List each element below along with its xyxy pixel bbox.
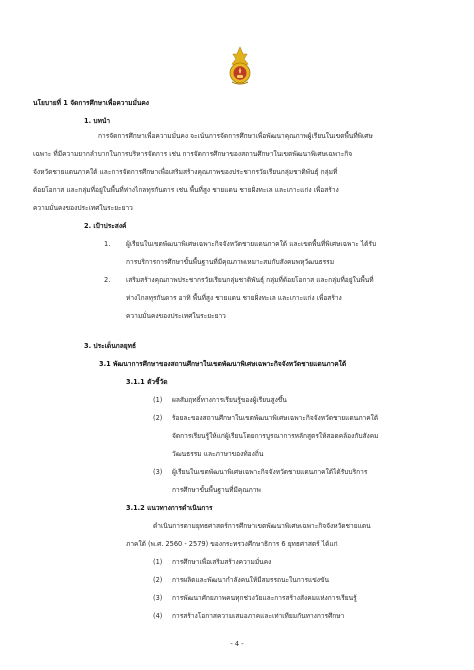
indicator-heading: 3.1.1 ตัวชี้วัด — [126, 378, 168, 386]
operation-heading: 3.1.2 แนวทางการดำเนินการ — [126, 504, 213, 512]
indicator-number: (1) — [153, 396, 163, 404]
strategy-item: การพัฒนาศักยภาพคนทุกช่วงวัยและการสร้างสังคมแห่งการเรียนรู้ — [172, 594, 357, 602]
intro-line: ด้อยโอกาส และกลุ่มที่อยู่ในพื้นที่ห่างไกลทุรกันดาร เช่น พื้นที่สูง ชายแดน ชายฝั่งทะเล และเกาะแก่ง เพื่อสร้าง — [33, 186, 339, 194]
goal-line: การบริการการศึกษาขั้นพื้นฐานที่มีคุณภาพเหมาะสมกับสังคมพหุวัฒนธรรม — [126, 258, 335, 266]
strategy-item: การสร้างโอกาสความเสมอภาคและเท่าเทียมกันทางการศึกษา — [172, 612, 345, 620]
indicator-line: ร้อยละของสถานศึกษาในเขตพัฒนาพิเศษเฉพาะกิจจังหวัดชายแดนภาคใต้ — [172, 414, 379, 422]
section-1-heading: 1. บทนำ — [84, 117, 111, 125]
intro-line: จังหวัดชายแดนภาคใต้ และการจัดการศึกษาเพื่อเสริมสร้างคุณภาพของประชากรวัยเรียนกลุ่มชาติพันธุ์ กลุ่มที่ — [33, 168, 338, 176]
strategy-item: การผลิตและพัฒนากำลังคนให้มีสมรรถนะในการแข่งขัน — [172, 576, 330, 584]
goal-line: ห่างไกลทุรกันดาร อาทิ พื้นที่สูง ชายแดน ชายฝั่งทะเล และเกาะแก่ง เพื่อสร้าง — [126, 294, 342, 302]
indicator-line: ผู้เรียนในเขตพัฒนาพิเศษเฉพาะกิจจังหวัดชายแดนภาคใต้ได้รับบริการ — [172, 468, 368, 476]
indicator-line: ผลสัมฤทธิ์ทางการเรียนรู้ของผู้เรียนสูงขึ้น — [172, 396, 287, 404]
goal-number: 2. — [104, 276, 111, 284]
indicator-line: วัฒนธรรม และภาษาของท้องถิ่น — [172, 450, 264, 458]
operation-intro-line: ดำเนินการตามยุทธศาสตร์การศึกษาเขตพัฒนาพิเศษเฉพาะกิจจังหวัดชายแดน — [153, 522, 371, 530]
goal-line: ความมั่นคงของประเทศในระยะยาว — [126, 312, 226, 320]
page-number: - 4 - — [230, 640, 244, 648]
indicator-number: (3) — [153, 468, 163, 476]
section-2-heading: 2. เป้าประสงค์ — [84, 222, 127, 230]
operation-intro-line: ภาคใต้ (พ.ศ. 2560 - 2579) ของกระทรวงศึกษาธิการ 6 ยุทธศาสตร์ ได้แก่ — [126, 540, 338, 548]
strategy-number: (1) — [153, 558, 163, 566]
strategy-number: (3) — [153, 594, 163, 602]
strategy-item: การศึกษาเพื่อเสริมสร้างความมั่นคง — [172, 558, 272, 566]
indicator-line: การศึกษาขั้นพื้นฐานที่มีคุณภาพ — [172, 486, 261, 494]
intro-line: เฉพาะ ที่มีความยากลำบากในการบริหารจัดการ เช่น การจัดการศึกษาของสถานศึกษาในเขตพัฒนาพิเศษเฉพาะกิจ — [33, 150, 353, 158]
policy-title: นโยบายที่ 1 จัดการศึกษาเพื่อความมั่นคง — [33, 99, 150, 107]
goal-line: ผู้เรียนในเขตพัฒนาพิเศษเฉพาะกิจจังหวัดชายแดนภาคใต้ และเขตพื้นที่พิเศษเฉพาะ ได้รับ — [126, 240, 377, 248]
goal-number: 1. — [104, 240, 111, 248]
ministry-emblem-logo — [226, 46, 254, 86]
section-3-heading: 3. ประเด็นกลยุทธ์ — [84, 342, 136, 350]
goal-line: เสริมสร้างคุณภาพประชากรวัยเรียนกลุ่มชาติพันธุ์ กลุ่มที่ด้อยโอกาส และกลุ่มที่อยู่ในพื้นที่ — [126, 276, 374, 284]
indicator-line: จัดการเรียนรู้ให้แก่ผู้เรียนโดยการบูรณาการหลักสูตรให้สอดคล้องกับสังคม — [172, 432, 379, 440]
strategy-number: (2) — [153, 576, 163, 584]
strategy-number: (4) — [153, 612, 163, 620]
indicator-number: (2) — [153, 414, 163, 422]
strategy-3-1-heading: 3.1 พัฒนาการศึกษาของสถานศึกษาในเขตพัฒนาพิเศษเฉพาะกิจจังหวัดชายแดนภาคใต้ — [99, 360, 347, 368]
intro-line: การจัดการศึกษาเพื่อความมั่นคง จะเน้นการจัดการศึกษาเพื่อพัฒนาคุณภาพผู้เรียนในเขตพื้นที่พิเศษ — [98, 132, 373, 140]
intro-line: ความมั่นคงของประเทศในระยะยาว — [33, 204, 133, 212]
